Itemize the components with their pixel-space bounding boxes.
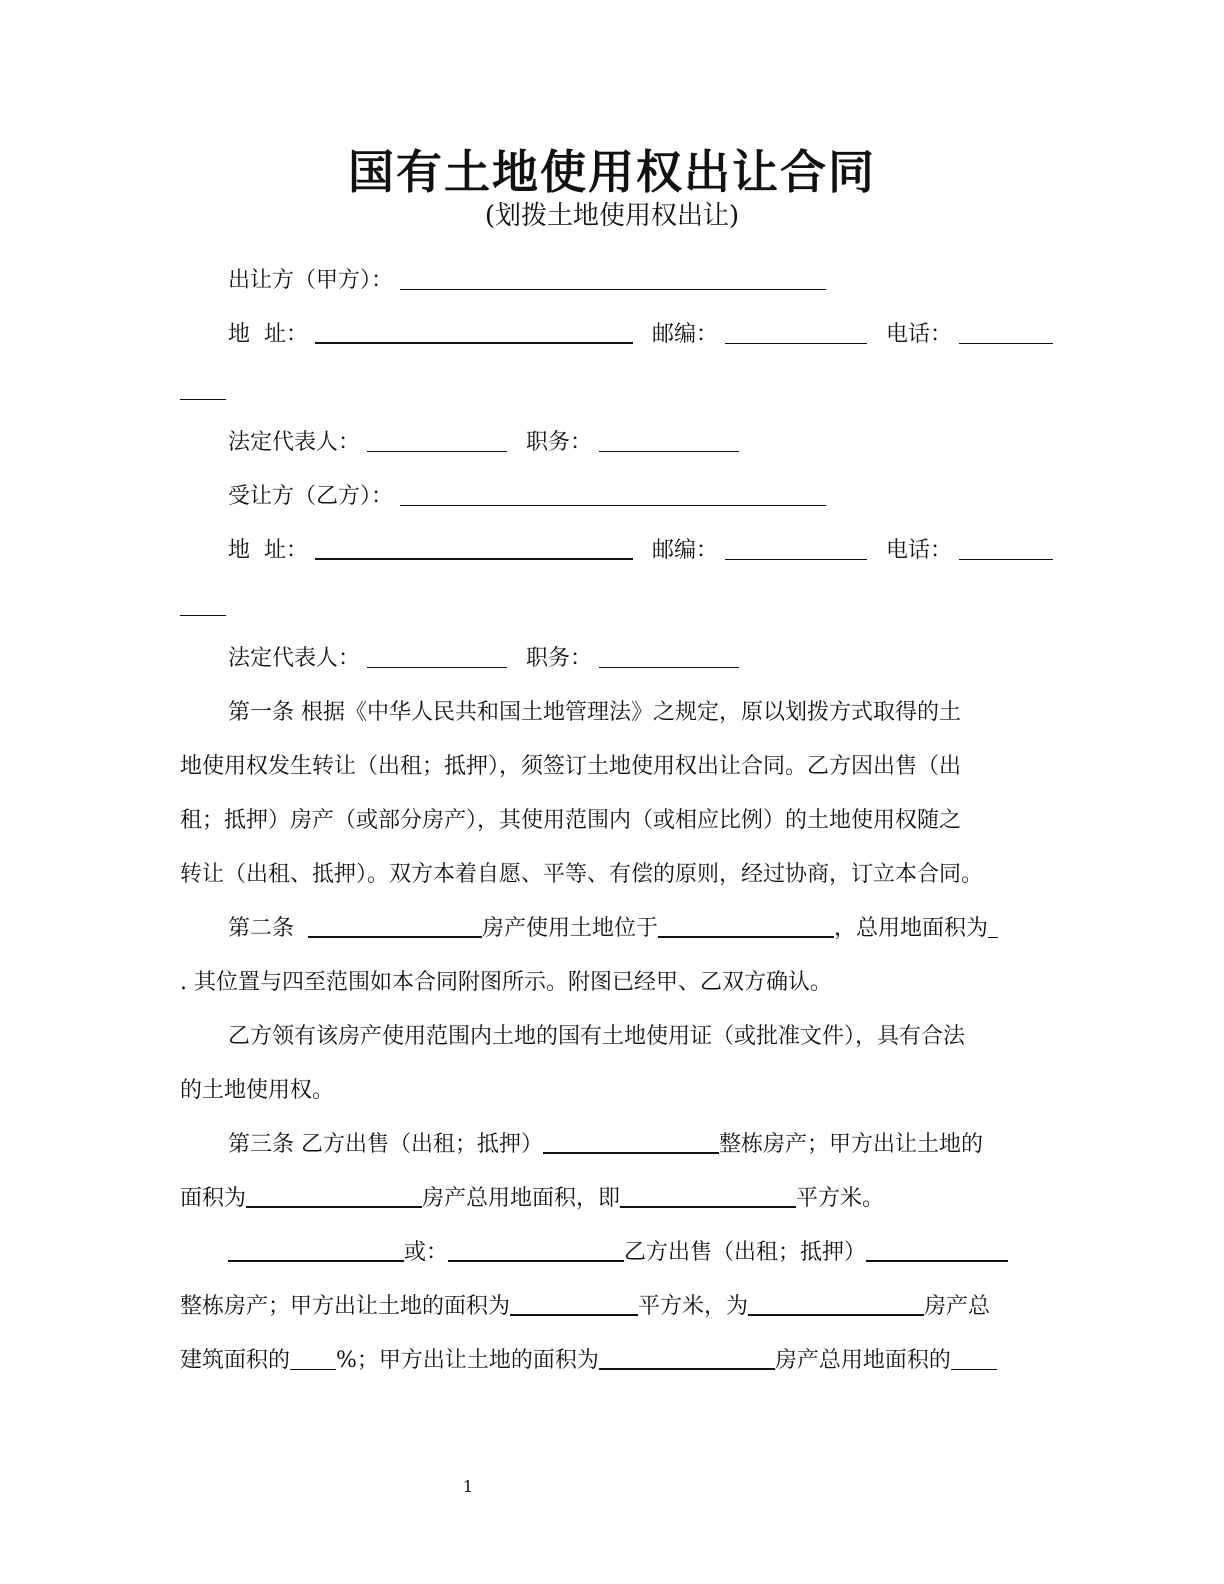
party-a-phone-label: 电话： bbox=[886, 322, 953, 347]
party-b-rep-line bbox=[228, 644, 1040, 674]
party-b-blank[interactable] bbox=[400, 485, 826, 506]
article3-line3-blank2[interactable] bbox=[448, 1240, 624, 1262]
party-a-title-label: 职务： bbox=[526, 430, 593, 455]
article2-line1 bbox=[228, 914, 1040, 944]
article3-prefix: 第三条 乙方出售（出租；抵押） bbox=[228, 1132, 543, 1157]
party-b-line bbox=[228, 482, 1040, 512]
article2-para2-line1: 乙方领有该房产使用范围内土地的国有土地使用证（或批准文件），具有合法 bbox=[228, 1024, 966, 1049]
party-b-title-blank[interactable] bbox=[599, 647, 739, 668]
article3-line2-a: 面积为 bbox=[180, 1186, 247, 1211]
party-b-title-label: 职务： bbox=[526, 646, 593, 671]
party-b-phone-continuation bbox=[180, 592, 1040, 622]
article3-line5-a: 建筑面积的 bbox=[180, 1348, 291, 1373]
article1-line2: 地使用权发生转让（出租；抵押），须签订土地使用权出让合同。乙方因出售（出 bbox=[180, 754, 962, 779]
article3-line4 bbox=[180, 1292, 1040, 1322]
article3-line5-c: 房产总用地面积的 bbox=[774, 1348, 951, 1373]
article3-line2-b: 房产总用地面积，即 bbox=[422, 1186, 621, 1211]
party-b-label: 受让方（乙方）： bbox=[228, 484, 394, 509]
article3-line5 bbox=[180, 1346, 1040, 1376]
page-subtitle: (划拨土地使用权出让) bbox=[484, 201, 740, 231]
party-a-blank[interactable] bbox=[400, 269, 826, 290]
article3-line3-b: 乙方出售（出租；抵押） bbox=[624, 1240, 867, 1265]
article2-mid1: 房产使用土地位于 bbox=[482, 916, 659, 941]
party-a-phone-continuation bbox=[180, 376, 1040, 406]
article1-line4: 转让（出租、抵押）。双方本着自愿、平等、有偿的原则，经过协商，订立本合同。 bbox=[180, 862, 984, 887]
article3-property-blank[interactable] bbox=[543, 1132, 719, 1154]
article3-line4-blank1[interactable] bbox=[510, 1294, 638, 1316]
article3-line3-blank1[interactable] bbox=[228, 1240, 404, 1262]
party-a-rep-line bbox=[228, 428, 1040, 458]
article3-line3-a: 或： bbox=[404, 1240, 449, 1265]
article3-line2-blank2[interactable] bbox=[620, 1186, 796, 1208]
article3-line4-b: 平方米，为 bbox=[638, 1294, 749, 1319]
party-a-line bbox=[228, 266, 1040, 296]
article3-line2-blank1[interactable] bbox=[246, 1186, 422, 1208]
party-a-address-line bbox=[228, 320, 1040, 350]
article3-line3-blank3[interactable] bbox=[866, 1240, 1008, 1262]
article3-line1 bbox=[228, 1130, 1040, 1160]
article1-line3: 租；抵押）房产（或部分房产），其使用范围内（或相应比例）的土地使用权随之 bbox=[180, 808, 962, 833]
party-b-address-label: 地 址： bbox=[228, 538, 308, 563]
article3-line5-blank2[interactable] bbox=[599, 1348, 775, 1370]
article2-location-blank[interactable] bbox=[658, 916, 834, 938]
party-a-phone-blank[interactable] bbox=[959, 323, 1053, 344]
article2-para2-line2: 的土地使用权。 bbox=[180, 1078, 335, 1103]
party-a-postcode-blank[interactable] bbox=[725, 323, 867, 344]
party-a-title-blank[interactable] bbox=[599, 431, 739, 452]
party-b-postcode-label: 邮编： bbox=[652, 538, 719, 563]
party-b-address-line bbox=[228, 536, 1040, 566]
party-a-label: 出让方（甲方）： bbox=[228, 268, 394, 293]
article2-prefix: 第二条 bbox=[228, 916, 301, 941]
article2-line2: . 其位置与四至范围如本合同附图所示。附图已经甲、乙双方确认。 bbox=[180, 970, 832, 995]
article3-line4-blank2[interactable] bbox=[748, 1294, 924, 1316]
article2-property-blank[interactable] bbox=[308, 916, 482, 938]
party-a-phone-blank-cont[interactable] bbox=[180, 379, 226, 400]
party-a-address-label: 地 址： bbox=[228, 322, 308, 347]
article3-line5-percent-blank[interactable] bbox=[290, 1349, 336, 1370]
article3-mid1: 整栋房产；甲方出让土地的 bbox=[719, 1132, 984, 1157]
party-b-rep-blank[interactable] bbox=[367, 647, 507, 668]
article3-line4-c: 房产总 bbox=[924, 1294, 991, 1319]
article1-line1: 第一条 根据《中华人民共和国土地管理法》之规定，原以划拨方式取得的土 bbox=[228, 700, 961, 725]
article3-line2 bbox=[180, 1184, 1040, 1214]
party-a-postcode-label: 邮编： bbox=[652, 322, 719, 347]
party-b-phone-blank[interactable] bbox=[959, 539, 1053, 560]
article2-area-blank[interactable] bbox=[988, 917, 998, 938]
article3-line5-b: %；甲方出让土地的面积为 bbox=[336, 1348, 599, 1373]
article3-line2-c: 平方米。 bbox=[796, 1186, 885, 1211]
party-b-rep-label: 法定代表人： bbox=[228, 646, 361, 671]
party-a-rep-blank[interactable] bbox=[367, 431, 507, 452]
article2-mid2: ，总用地面积为 bbox=[834, 916, 989, 941]
party-a-address-blank[interactable] bbox=[315, 322, 633, 344]
party-a-rep-label: 法定代表人： bbox=[228, 430, 361, 455]
party-b-postcode-blank[interactable] bbox=[725, 539, 867, 560]
party-b-address-blank[interactable] bbox=[315, 538, 633, 560]
article3-line3 bbox=[228, 1238, 1040, 1268]
page-title: 国有土地使用权出让合同 bbox=[348, 145, 876, 199]
page-number: 1 bbox=[462, 1477, 474, 1496]
article3-line4-a: 整栋房产；甲方出让土地的面积为 bbox=[180, 1294, 511, 1319]
party-b-phone-label: 电话： bbox=[886, 538, 953, 563]
article3-line5-blank3[interactable] bbox=[951, 1349, 997, 1370]
party-b-phone-blank-cont[interactable] bbox=[180, 595, 226, 616]
